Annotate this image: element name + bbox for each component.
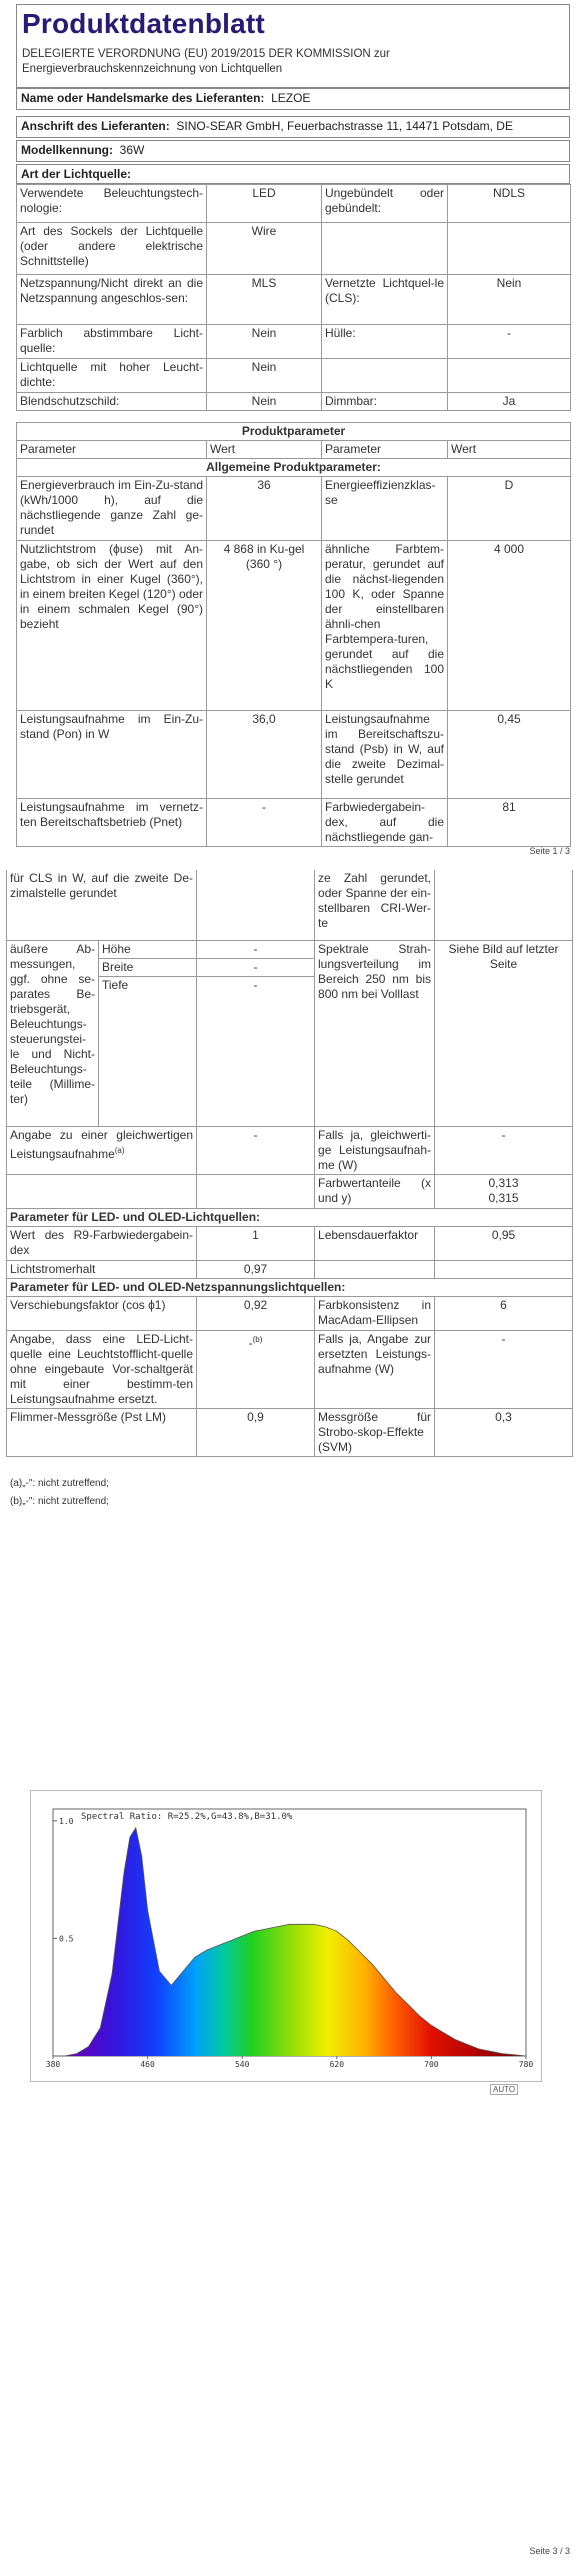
table-row (7, 870, 573, 940)
cell: Farbkonsistenz in MacAdam-Ellipsen (315, 1296, 435, 1330)
cell: Siehe Bild auf letzter Seite (435, 940, 573, 1126)
brand-row (16, 88, 570, 110)
equiv-label: Angabe zu einer gleichwertigen Leistungsaufnahme (10, 1127, 194, 1161)
chart-title: Spectral Ratio: R=25.2%,G=43.8%,B=31.0% (81, 1812, 293, 1822)
brand-value: LEZOE (271, 91, 311, 105)
cell: 0,97 (197, 1260, 315, 1278)
cell: Angabe, dass eine LED-Licht-quelle eine Leuchtstofflicht-quelle ohne eingebaute Vor-schaltgerät mit einer bestimm-ten Leistungsaufnahme ersetzt. (7, 1330, 197, 1408)
cell: Farbwertanteile (x und y) (315, 1174, 435, 1208)
cell: Ungebündelt oder gebündelt: (322, 185, 448, 223)
cell: Leistungsaufnahme im vernetz-ten Bereitschaftsbetrieb (Pnet) (17, 799, 207, 847)
footnote-b: (b)„-": nicht zutreffend; (10, 1496, 109, 1507)
table-row (17, 325, 571, 359)
cell: Blendschutzschild: (17, 393, 207, 411)
table-row (7, 1226, 573, 1260)
cell: Energieverbrauch im Ein-Zu-stand (kWh/1000 h), auf die nächstliegende ganze Zahl ge-rundet (17, 477, 207, 541)
cell: Nein (448, 275, 571, 325)
continued-params-table (6, 870, 573, 1457)
y-tick-label: 1.0 (59, 1816, 74, 1826)
cell: 4 868 in Ku-gel (360 °) (207, 541, 322, 711)
cell: - (435, 1330, 573, 1408)
column-header: Wert (207, 441, 322, 459)
cell: äußere Ab-messungen, ggf. ohne se-parates Be-triebsgerät, Beleuchtungs-steuerungstei-le und Nicht-Beleuchtungs-teile (Millime-ter) (7, 940, 99, 1126)
table-row (17, 711, 571, 799)
x-tick-label: 540 (234, 2060, 250, 2069)
cell: - (197, 1126, 315, 1174)
table-row (17, 459, 571, 477)
cell (448, 223, 571, 275)
table-row (7, 1330, 573, 1408)
page-number: Seite 3 / 3 (529, 2546, 570, 2556)
cell: Lichtstromerhalt (7, 1260, 197, 1278)
x-tick-label: 780 (518, 2060, 534, 2069)
table-row (17, 393, 571, 411)
cell: 81 (448, 799, 571, 847)
y-tick-label: 0.5 (59, 1934, 74, 1944)
cell: Flimmer-Messgröße (Pst LM) (7, 1408, 197, 1456)
address-label: Anschrift des Lieferanten: (21, 119, 170, 133)
cell: Verschiebungsfaktor (cos ϕ1) (7, 1296, 197, 1330)
column-header: Parameter (17, 441, 207, 459)
chroma-x: 0,313 (488, 1175, 519, 1190)
cell (435, 870, 573, 940)
table-row (17, 423, 571, 441)
regulation-subtitle (22, 47, 390, 77)
table-row (7, 1296, 573, 1330)
cell: Nein (207, 325, 322, 359)
cell: Art des Sockels der Lichtquelle (oder andere elektrische Schnittstelle) (17, 223, 207, 275)
cell: - (197, 976, 315, 1126)
cell: Falls ja, gleichwerti-ge Leistungsaufnah-me (W) (315, 1126, 435, 1174)
cell: Ja (448, 393, 571, 411)
cell: Farbwiedergabein-dex, auf die nächstliegende gan- (322, 799, 448, 847)
product-params-heading: Produktparameter (17, 423, 571, 441)
cell: - (197, 940, 315, 958)
address-row (16, 116, 570, 138)
cell: Falls ja, Angabe zur ersetzten Leistungs-aufnahme (W) (315, 1330, 435, 1408)
brand-label: Name oder Handelsmarke des Lieferanten: (21, 91, 265, 105)
cell: ähnliche Farbtem-peratur, gerundet auf die nächst-liegenden 100 K, oder Spanne der einstellbaren ähnli-chen Farbtempera-turen, gerundet auf die nächstliegenden 100 K (322, 541, 448, 711)
cell: - (435, 1126, 573, 1174)
cell (7, 1174, 197, 1208)
cell: 6 (435, 1296, 573, 1330)
cell: MLS (207, 275, 322, 325)
cell (322, 223, 448, 275)
model-value: 36W (119, 143, 145, 157)
cell: für CLS in W, auf die zweite De-zimalstelle gerundet (7, 870, 197, 940)
cell (197, 1174, 315, 1208)
cell: - (197, 958, 315, 976)
product-params-table (16, 422, 571, 847)
cell: D (448, 477, 571, 541)
cell: - (207, 799, 322, 847)
cell (315, 1260, 435, 1278)
cell: LED (207, 185, 322, 223)
x-tick-label: 700 (424, 2060, 439, 2069)
spectrum-area (53, 1828, 526, 2056)
table-row (17, 223, 571, 275)
cell: ze Zahl gerundet, oder Spanne der ein-stellbaren CRI-Wer-te (315, 870, 435, 940)
cell: Netzspannung/Nicht direkt an die Netzspannung angeschlos-sen: (17, 275, 207, 325)
table-row (17, 477, 571, 541)
cell: 0,9 (197, 1408, 315, 1456)
page-2 (0, 860, 576, 1690)
cell: Hülle: (322, 325, 448, 359)
cell: Verwendete Beleuchtungstech-nologie: (17, 185, 207, 223)
page-3 (0, 1690, 576, 2560)
cell: Wire (207, 223, 322, 275)
table-row (7, 1408, 573, 1456)
address-value: SINO-SEAR GmbH, Feuerbachstrasse 11, 14471 Potsdam, DE (176, 119, 513, 133)
chroma-y: 0,315 (488, 1190, 519, 1205)
table-row (7, 1260, 573, 1278)
column-header: Parameter (322, 441, 448, 459)
cell: NDLS (448, 185, 571, 223)
cell: Messgröße für Strobo-skop-Effekte (SVM) (315, 1408, 435, 1456)
cell: Leistungsaufnahme im Bereitschaftszu-stand (Psb) in W, auf die zweite Dezimal-stelle gerundet (322, 711, 448, 799)
cell: Lebensdauerfaktor (315, 1226, 435, 1260)
footnote-a: (a)„-": nicht zutreffend; (10, 1478, 109, 1489)
cell: 4 000 (448, 541, 571, 711)
cell: Dimmbar: (322, 393, 448, 411)
cell: 0,95 (435, 1226, 573, 1260)
cell: Vernetzte Lichtquel-le (CLS): (322, 275, 448, 325)
spectrum-chart (31, 1791, 541, 2081)
page-number: Seite 1 / 3 (529, 846, 570, 856)
spectrum-chart-frame (30, 1790, 542, 2082)
model-label: Modellkennung: (21, 143, 113, 157)
cell: Tiefe (99, 976, 197, 1126)
cell (435, 1174, 573, 1208)
cell: Wert des R9-Farbwiedergabein-dex (7, 1226, 197, 1260)
cell: Angabe zu einer gleichwertigen Leistungsaufnahme$^{(a)}$ (7, 1126, 197, 1174)
cell: 1 (197, 1226, 315, 1260)
replacement-value: - (248, 1335, 253, 1350)
cell: Lichtquelle mit hoher Leucht-dichte: (17, 359, 207, 393)
cell (448, 359, 571, 393)
cell: 0,92 (197, 1296, 315, 1330)
cell: Leistungsaufnahme im Ein-Zu-stand (Pon) in W (17, 711, 207, 799)
table-row (7, 1278, 573, 1296)
page-title: Produktdatenblatt (22, 8, 265, 39)
cell: 0,3 (435, 1408, 573, 1456)
general-params-heading: Allgemeine Produktparameter: (17, 459, 571, 477)
cell: Spektrale Strah-lungsverteilung im Bereich 250 nm bis 800 nm bei Volllast (315, 940, 435, 1126)
cell: Breite (99, 958, 197, 976)
table-row (7, 1174, 573, 1208)
cell: 0,45 (448, 711, 571, 799)
table-header-row (17, 441, 571, 459)
cell: Nein (207, 393, 322, 411)
subtitle-line-2: Energieverbrauchskennzeichnung von Lichtquellen (22, 63, 283, 75)
table-row (7, 1208, 573, 1226)
page-1 (0, 0, 576, 860)
lightsource-row (16, 164, 570, 184)
cell: -$^{(b)}$ (197, 1330, 315, 1408)
table-row (17, 185, 571, 223)
table-row (17, 541, 571, 711)
lightsource-label: Art der Lichtquelle: (21, 167, 132, 181)
table-row (17, 359, 571, 393)
cell (435, 1260, 573, 1278)
cell: 36,0 (207, 711, 322, 799)
cell: Höhe (99, 940, 197, 958)
cell: 36 (207, 477, 322, 541)
cell: - (448, 325, 571, 359)
model-row (16, 140, 570, 162)
table-row (7, 940, 573, 958)
cell (322, 359, 448, 393)
cell: Nein (207, 359, 322, 393)
table-row (17, 799, 571, 847)
cell: Energieeffizienzklas-se (322, 477, 448, 541)
cell: Nutzlichtstrom (ϕuse) mit An-gabe, ob sich der Wert auf den Lichtstrom in einer Kugel (360°), in einem breiten Kegel (120°) oder in einem schmalen Kegel (90°) bezieht (17, 541, 207, 711)
x-tick-label: 380 (45, 2060, 61, 2069)
cell: Farblich abstimmbare Licht-quelle: (17, 325, 207, 359)
zoom-control[interactable]: AUTO (490, 2084, 518, 2095)
x-tick-label: 620 (329, 2060, 345, 2069)
subtitle-line-1: DELEGIERTE VERORDNUNG (EU) 2019/2015 DER KOMMISSION zur (22, 48, 390, 60)
table-row (7, 1126, 573, 1174)
mls-params-heading: Parameter für LED- und OLED-Netzspannungslichtquellen: (7, 1278, 573, 1296)
column-header: Wert (448, 441, 571, 459)
cell (197, 870, 315, 940)
type-table (16, 184, 571, 411)
x-tick-label: 460 (140, 2060, 155, 2069)
led-params-heading: Parameter für LED- und OLED-Lichtquellen: (7, 1208, 573, 1226)
table-row (17, 275, 571, 325)
